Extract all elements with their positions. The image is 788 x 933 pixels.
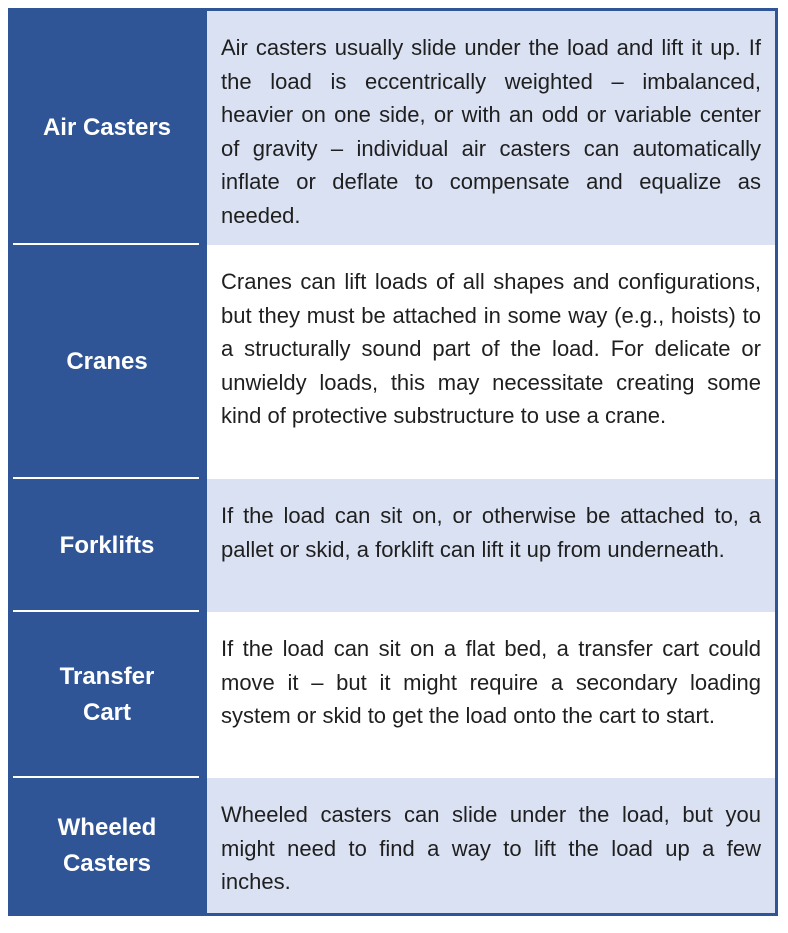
table-row <box>11 11 775 245</box>
row-label-cranes: Cranes <box>11 245 203 479</box>
row-label-forklifts: Forklifts <box>11 479 203 612</box>
table-row <box>11 778 775 913</box>
row-description-wheeled-casters: Wheeled casters can slide under the load, but you might need to find a way to lift the load up a few inches. <box>207 778 775 913</box>
row-description-cranes: Cranes can lift loads of all shapes and configurations, but they must be attached in some way (e.g., hoists) to a structurally sound part of the load. For delicate or unwieldy loads, this may necessitate creating some kind of protective substructure to use a crane. <box>207 245 775 479</box>
row-description-air-casters: Air casters usually slide under the load and lift it up. If the load is eccentrically weighted – imbalanced, heavier on one side, or with an odd or variable center of gravity – individual air casters can automatically inflate or deflate to compensate and equalize as needed. <box>207 11 775 245</box>
table-row <box>11 612 775 778</box>
row-label-air-casters: Air Casters <box>11 11 203 245</box>
table-row <box>11 245 775 479</box>
table-row <box>11 479 775 612</box>
row-description-transfer-cart: If the load can sit on a flat bed, a transfer cart could move it – but it might require a secondary loading system or skid to get the load onto the cart to start. <box>207 612 775 778</box>
comparison-table <box>8 8 778 916</box>
row-label-transfer-cart: Transfer Cart <box>11 612 203 778</box>
row-description-forklifts: If the load can sit on, or otherwise be attached to, a pallet or skid, a forklift can lift it up from underneath. <box>207 479 775 612</box>
row-label-wheeled-casters: Wheeled Casters <box>57 813 157 877</box>
